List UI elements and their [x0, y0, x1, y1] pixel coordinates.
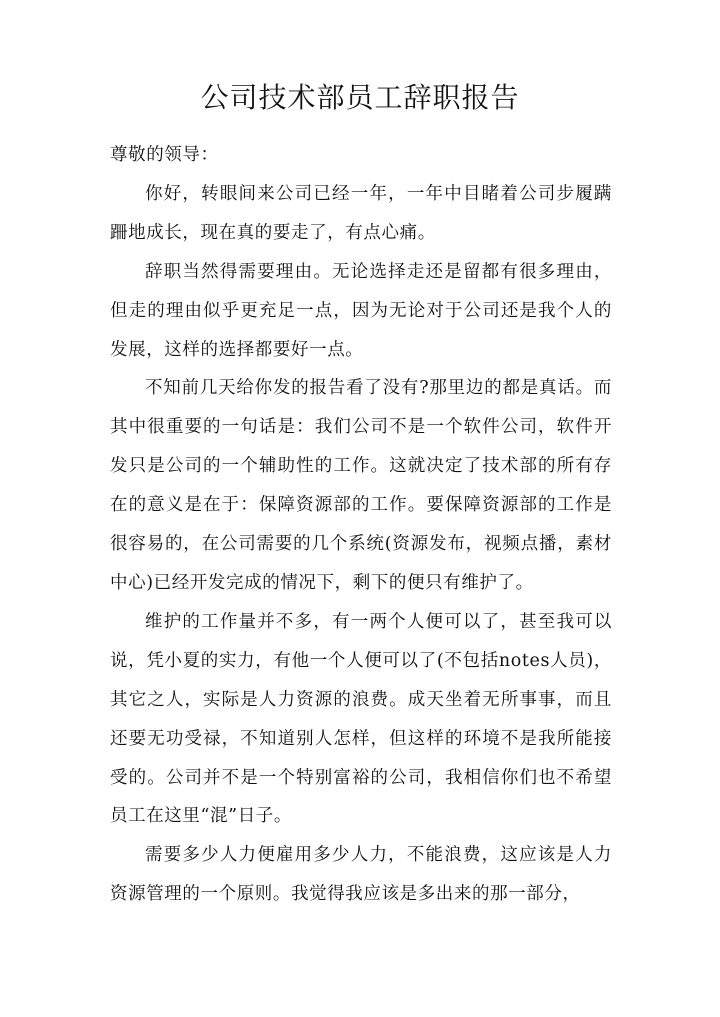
paragraph-4: 维护的工作量并不多，有一两个人便可以了，甚至我可以说，凭小夏的实力，有他一个人便可以了(不包括notes人员)，其它之人，实际是人力资源的浪费。成天坐着无所事事，而且还要无功受禄，不知道别人怎样，但这样的环境不是我所能接受的。公司并不是一个特别富裕的公司，我相信你们也不希望员工在这里“混”日子。 [110, 611, 612, 827]
salutation: 尊敬的领导： [110, 145, 219, 165]
document-title: 公司技术部员工辞职报告 [200, 81, 520, 114]
document-body [110, 136, 612, 914]
paragraph-5: 需要多少人力便雇用多少人力，不能浪费，这应该是人力资源管理的一个原则。我觉得我应该是多出来的那一部分， [110, 845, 612, 905]
paragraph-1: 你好，转眼间来公司已经一年，一年中目睹着公司步履蹒跚地成长，现在真的要走了，有点心痛。 [110, 183, 612, 243]
paragraph-2: 辞职当然得需要理由。无论选择走还是留都有很多理由，但走的理由似乎更充足一点，因为无论对于公司还是我个人的发展，这样的选择都要好一点。 [110, 261, 612, 360]
paragraph-3: 不知前几天给你发的报告看了没有?那里边的都是真话。而其中很重要的一句话是：我们公司不是一个软件公司，软件开发只是公司的一个辅助性的工作。这就决定了技术部的所有存在的意义是在于：保障资源部的工作。要保障资源部的工作是很容易的，在公司需要的几个系统(资源发布，视频点播，素材中心)已经开发完成的情况下，剩下的便只有维护了。 [110, 378, 612, 593]
